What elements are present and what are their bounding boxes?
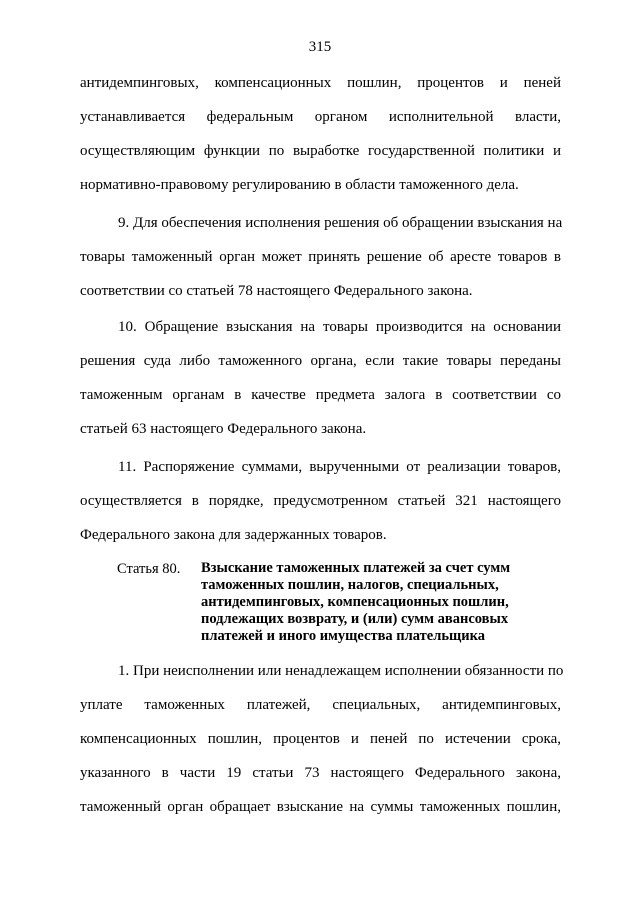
article-title-line: таможенных пошлин, налогов, специальных, — [201, 577, 499, 593]
paragraph-item-10 — [80, 318, 561, 454]
text-line: Федерального закона для задержанных товаров. — [80, 527, 387, 543]
text-line: 10. Обращение взыскания на товары производится на основании — [118, 319, 561, 335]
text-line: таможенный орган обращает взыскание на суммы таможенных пошлин, — [80, 799, 561, 815]
text-line: антидемпинговых, компенсационных пошлин, процентов и пеней — [80, 75, 561, 91]
text-line: таможенным органам в качестве предмета залога в соответствии со — [80, 387, 561, 403]
text-line: осуществляющим функции по выработке государственной политики и — [80, 143, 561, 159]
article-title-line: подлежащих возврату, и (или) сумм авансовых — [201, 611, 509, 627]
text-line: компенсационных пошлин, процентов и пеней по истечении срока, — [80, 731, 561, 747]
text-line: соответствии со статьей 78 настоящего Федерального закона. — [80, 283, 473, 299]
article-title-line: Взыскание таможенных платежей за счет сумм — [201, 560, 511, 576]
text-line: нормативно-правовому регулированию в области таможенного дела. — [80, 177, 519, 193]
text-line: указанного в части 19 статьи 73 настоящего Федерального закона, — [80, 765, 561, 781]
paragraph-article-80-item-1 — [80, 662, 564, 832]
text-line: статьей 63 настоящего Федерального закона. — [80, 421, 367, 437]
text-line: 11. Распоряжение суммами, вырученными от реализации товаров, — [118, 459, 561, 475]
text-line: 9. Для обеспечения исполнения решения об обращении взыскания на — [118, 215, 563, 231]
text-line: уплате таможенных платежей, специальных, антидемпинговых, — [80, 697, 561, 713]
paragraph-item-11 — [80, 458, 561, 560]
text-line: решения суда либо таможенного органа, если такие товары переданы — [80, 353, 561, 369]
article-title — [201, 560, 561, 645]
paragraph-continuation — [80, 74, 561, 210]
paragraph-item-9 — [80, 214, 561, 316]
article-label: Статья 80. — [117, 561, 181, 577]
page-number: 315 — [308, 39, 332, 55]
article-title-line: платежей и иного имущества плательщика — [201, 628, 486, 644]
article-title-line: антидемпинговых, компенсационных пошлин, — [201, 594, 509, 610]
text-line: осуществляется в порядке, предусмотренном статьей 321 настоящего — [80, 493, 561, 509]
text-line: 1. При неисполнении или ненадлежащем исполнении обязанности по — [118, 663, 564, 679]
text-line: товары таможенный орган может принять решение об аресте товаров в — [80, 249, 561, 265]
text-line: устанавливается федеральным органом исполнительной власти, — [80, 109, 561, 125]
